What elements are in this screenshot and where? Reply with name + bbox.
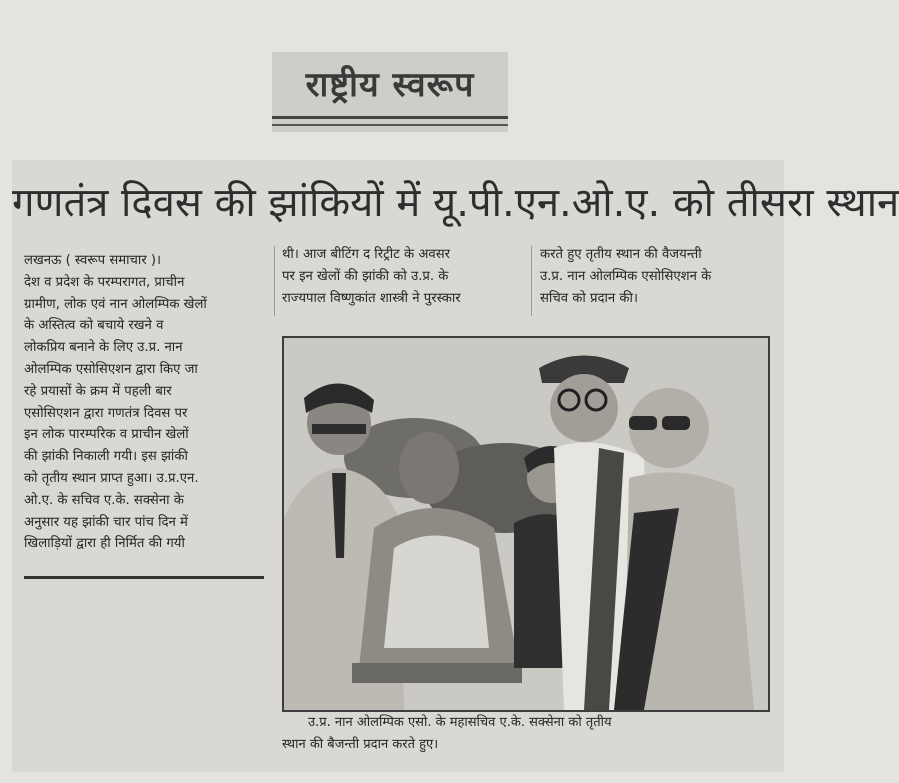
masthead-title: राष्ट्रीय स्वरूप [305,65,475,105]
article-line: लखनऊ ( स्वरूप समाचार )। [24,253,162,268]
article-line: करते हुए तृतीय स्थान की वैजयन्ती [540,247,702,262]
article-line: देश व प्रदेश के परम्परागत, प्राचीन [24,274,185,290]
article-line: खिलाड़ियों द्वारा ही निर्मित की गयी [24,536,185,552]
article-line: को तृतीय स्थान प्राप्त हुआ। उ.प्र.एन. [24,470,199,486]
article-column-2 [282,244,522,309]
news-photo [282,336,770,712]
article-line: राज्यपाल विष्णुकांत शास्त्री ने पुरस्कार [282,290,461,306]
article-line: इन लोक पारम्परिक व प्राचीन खेलों [24,427,189,443]
article-line: की झांकी निकाली गयी। इस झांकी [24,449,188,465]
article-line: एसोसिएशन द्वारा गणतंत्र दिवस पर [24,405,188,421]
column-divider [274,246,275,316]
column-end-rule [24,576,264,579]
article-line: अनुसार यह झांकी चार पांच दिन में [24,514,188,530]
article-column-3 [540,244,778,309]
article-line: थी। आज बीटिंग द रिट्रीट के अवसर [282,247,451,262]
caption-line: उ.प्र. नान ओलम्पिक एसो. के महासचिव ए.के. सक्सेना को तृतीय [308,715,612,730]
masthead [272,52,508,132]
caption-line: स्थान की बैजन्ती प्रदान करते हुए। [282,737,439,752]
article-line: उ.प्र. नान ओलम्पिक एसोसिएशन के [540,268,712,284]
column-divider [531,246,532,316]
article-line: सचिव को प्रदान की। [540,290,638,306]
photo-caption [282,712,766,756]
article-line: लोकप्रिय बनाने के लिए उ.प्र. नान [24,340,183,356]
article-line: ओ.ए. के सचिव ए.के. सक्सेना के [24,492,184,508]
masthead-rule [272,116,508,119]
article-line: रहे प्रयासों के क्रम में पहली बार [24,383,172,399]
article-line: ओलम्पिक एसोसिएशन द्वारा किए जा [24,361,198,377]
article-line: पर इन खेलों की झांकी को उ.प्र. के [282,268,449,284]
article-line: के अस्तित्व को बचाये रखने व [24,318,164,334]
article-line: ग्रामीण, लोक एवं नान ओलम्पिक खेलों [24,296,207,312]
headline: गणतंत्र दिवस की झांकियों में यू.पी.एन.ओ.ए. को तीसरा स्थान [12,180,899,226]
article-column-1 [24,250,266,555]
masthead-rule [272,124,508,126]
